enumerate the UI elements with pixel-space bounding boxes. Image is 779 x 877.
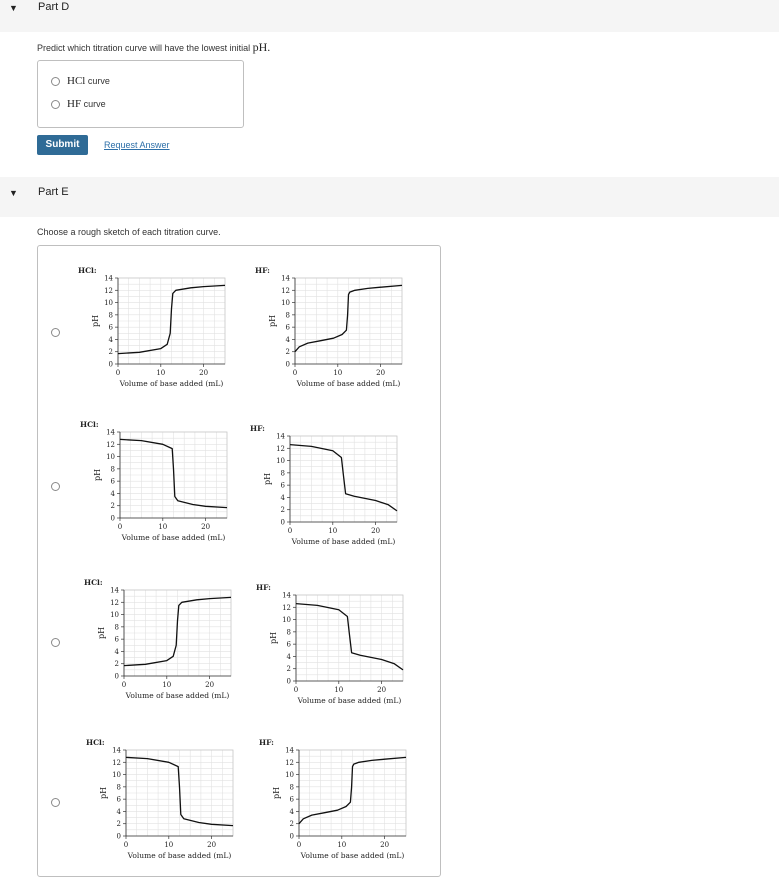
- y-tick-label: 8: [116, 783, 121, 792]
- y-tick-label: 10: [106, 453, 115, 462]
- collapse-triangle-icon[interactable]: ▼: [9, 188, 18, 198]
- y-tick-label: 2: [285, 348, 290, 357]
- x-tick-label: 10: [333, 369, 343, 377]
- y-tick-label: 10: [282, 616, 291, 625]
- chart-hf-c: [256, 579, 409, 709]
- x-axis-label: Volume of base added (mL): [296, 379, 401, 388]
- x-tick-label: 10: [334, 686, 344, 694]
- part-d-title: Part D: [38, 1, 70, 13]
- part-e-title: Part E: [38, 186, 69, 198]
- x-tick-label: 10: [328, 527, 338, 535]
- y-tick-label: 10: [110, 611, 119, 620]
- radio-sketch-b[interactable]: [51, 482, 60, 491]
- y-tick-label: 8: [114, 623, 119, 632]
- y-tick-label: 0: [286, 677, 291, 686]
- y-tick-label: 14: [106, 428, 115, 437]
- y-axis-label: pH: [93, 468, 102, 482]
- y-tick-label: 8: [285, 311, 290, 320]
- x-tick-label: 20: [380, 841, 390, 849]
- option-hf-text: curve: [83, 99, 106, 109]
- radio-sketch-a[interactable]: [51, 328, 60, 337]
- y-tick-label: 2: [114, 660, 119, 669]
- chart-title: HCl:: [78, 266, 97, 275]
- x-tick-label: 20: [205, 681, 215, 689]
- x-tick-label: 0: [292, 369, 298, 377]
- y-tick-label: 10: [112, 771, 121, 780]
- y-tick-label: 0: [116, 832, 121, 841]
- y-tick-label: 14: [112, 746, 121, 755]
- y-tick-label: 12: [281, 286, 290, 295]
- y-tick-label: 0: [285, 360, 290, 369]
- option-hcl-label[interactable]: [67, 75, 110, 87]
- x-tick-label: 0: [287, 527, 293, 535]
- y-tick-label: 10: [285, 771, 294, 780]
- x-tick-label: 20: [377, 686, 387, 694]
- chart-title: HCl:: [80, 420, 99, 429]
- y-axis-label: pH: [91, 314, 100, 328]
- y-tick-label: 6: [114, 635, 119, 644]
- x-tick-label: 10: [164, 841, 174, 849]
- y-tick-label: 6: [108, 323, 113, 332]
- radio-hf-curve[interactable]: [51, 100, 60, 109]
- x-axis-label: Volume of base added (mL): [297, 696, 402, 705]
- x-axis-label: Volume of base added (mL): [300, 851, 405, 860]
- part-e-header[interactable]: [0, 177, 779, 217]
- x-tick-label: 0: [296, 841, 302, 849]
- option-hcl-text: curve: [87, 76, 110, 86]
- y-tick-label: 14: [285, 746, 294, 755]
- chart-hcl-a: [78, 262, 231, 392]
- y-tick-label: 0: [108, 360, 113, 369]
- y-tick-label: 6: [110, 477, 115, 486]
- y-tick-label: 4: [116, 807, 121, 816]
- y-tick-label: 12: [285, 758, 294, 767]
- x-tick-label: 0: [115, 369, 121, 377]
- x-tick-label: 0: [117, 523, 123, 531]
- collapse-triangle-icon[interactable]: ▼: [9, 3, 18, 13]
- submit-button[interactable]: Submit: [37, 135, 88, 155]
- y-tick-label: 4: [280, 493, 285, 502]
- chart-title: HF:: [259, 738, 274, 747]
- y-tick-label: 2: [289, 820, 294, 829]
- part-d-options-box: [37, 60, 244, 128]
- x-tick-label: 10: [337, 841, 347, 849]
- x-tick-label: 20: [376, 369, 386, 377]
- y-tick-label: 10: [281, 299, 290, 308]
- y-axis-label: pH: [268, 314, 277, 328]
- y-tick-label: 12: [104, 286, 113, 295]
- x-axis-label: Volume of base added (mL): [119, 379, 224, 388]
- y-tick-label: 8: [108, 311, 113, 320]
- y-tick-label: 4: [289, 807, 294, 816]
- y-tick-label: 4: [114, 647, 119, 656]
- x-axis-label: Volume of base added (mL): [121, 533, 226, 542]
- y-tick-label: 4: [108, 335, 113, 344]
- y-tick-label: 14: [276, 432, 285, 441]
- chart-title: HF:: [255, 266, 270, 275]
- y-tick-label: 0: [280, 518, 285, 527]
- radio-sketch-c[interactable]: [51, 638, 60, 647]
- y-axis-label: pH: [99, 786, 108, 800]
- chart-hcl-c: [84, 574, 237, 704]
- y-tick-label: 14: [281, 274, 290, 283]
- x-tick-label: 20: [199, 369, 209, 377]
- y-tick-label: 10: [104, 299, 113, 308]
- x-tick-label: 10: [162, 681, 172, 689]
- chart-title: HCl:: [86, 738, 105, 747]
- chart-hcl-d: [86, 734, 239, 864]
- option-hcl-math: HCl: [67, 75, 86, 87]
- chart-title: HCl:: [84, 578, 103, 587]
- x-axis-label: Volume of base added (mL): [291, 537, 396, 546]
- y-tick-label: 8: [110, 465, 115, 474]
- y-tick-label: 6: [285, 323, 290, 332]
- part-e-prompt: Choose a rough sketch of each titration curve.: [37, 227, 221, 237]
- x-tick-label: 20: [207, 841, 217, 849]
- y-tick-label: 4: [110, 489, 115, 498]
- y-tick-label: 14: [282, 591, 291, 600]
- x-tick-label: 20: [201, 523, 211, 531]
- y-tick-label: 8: [280, 469, 285, 478]
- part-d-header[interactable]: [0, 0, 779, 32]
- option-hf-label[interactable]: [67, 98, 106, 110]
- y-tick-label: 14: [104, 274, 113, 283]
- y-tick-label: 12: [106, 440, 115, 449]
- y-axis-label: pH: [97, 626, 106, 640]
- y-axis-label: pH: [269, 631, 278, 645]
- part-d-prompt-text: Predict which titration curve will have the lowest initial: [37, 43, 251, 53]
- x-tick-label: 20: [371, 527, 381, 535]
- y-tick-label: 2: [110, 502, 115, 511]
- y-tick-label: 12: [276, 444, 285, 453]
- y-axis-label: pH: [263, 472, 272, 486]
- chart-hf-d: [259, 734, 412, 864]
- request-answer-link[interactable]: Request Answer: [104, 140, 170, 150]
- y-tick-label: 4: [286, 652, 291, 661]
- y-tick-label: 0: [114, 672, 119, 681]
- part-d-prompt: [37, 40, 270, 55]
- y-tick-label: 12: [112, 758, 121, 767]
- y-tick-label: 10: [276, 457, 285, 466]
- y-tick-label: 0: [289, 832, 294, 841]
- y-tick-label: 0: [110, 514, 115, 523]
- x-tick-label: 10: [156, 369, 166, 377]
- radio-hcl-curve[interactable]: [51, 77, 60, 86]
- y-tick-label: 6: [280, 481, 285, 490]
- y-tick-label: 6: [286, 640, 291, 649]
- x-tick-label: 10: [158, 523, 168, 531]
- x-axis-label: Volume of base added (mL): [127, 851, 232, 860]
- y-tick-label: 14: [110, 586, 119, 595]
- y-tick-label: 2: [286, 665, 291, 674]
- y-tick-label: 6: [289, 795, 294, 804]
- chart-title: HF:: [250, 424, 265, 433]
- chart-hcl-b: [80, 416, 233, 546]
- radio-sketch-d[interactable]: [51, 798, 60, 807]
- y-tick-label: 2: [116, 820, 121, 829]
- y-tick-label: 2: [280, 506, 285, 515]
- part-d-prompt-math: pH.: [252, 40, 271, 54]
- y-tick-label: 4: [285, 335, 290, 344]
- y-tick-label: 12: [282, 603, 291, 612]
- chart-hf-b: [250, 420, 403, 550]
- x-tick-label: 0: [293, 686, 299, 694]
- y-axis-label: pH: [272, 786, 281, 800]
- chart-title: HF:: [256, 583, 271, 592]
- x-axis-label: Volume of base added (mL): [125, 691, 230, 700]
- x-tick-label: 0: [123, 841, 129, 849]
- option-hf-math: HF: [67, 98, 82, 110]
- y-tick-label: 8: [286, 628, 291, 637]
- y-tick-label: 6: [116, 795, 121, 804]
- chart-hf-a: [255, 262, 408, 392]
- y-tick-label: 12: [110, 598, 119, 607]
- y-tick-label: 2: [108, 348, 113, 357]
- y-tick-label: 8: [289, 783, 294, 792]
- x-tick-label: 0: [121, 681, 127, 689]
